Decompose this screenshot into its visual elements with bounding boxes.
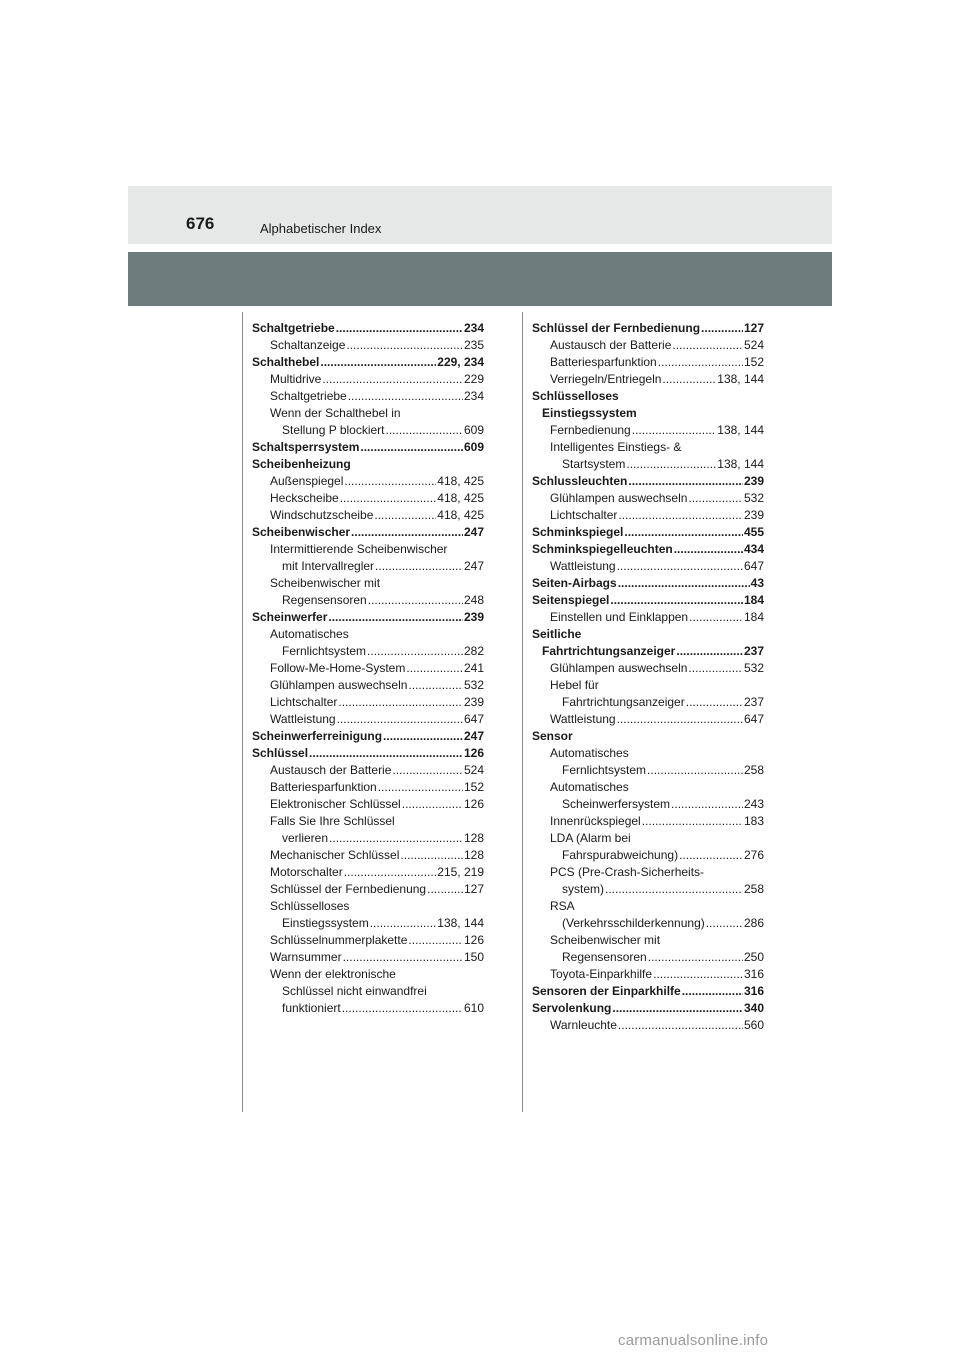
index-entry	[252, 694, 484, 711]
index-entry	[252, 728, 484, 745]
dot-leader	[618, 575, 750, 592]
page-reference: 239	[463, 610, 484, 624]
page-reference: 340	[743, 1001, 764, 1015]
index-entry	[532, 949, 764, 966]
page-reference: 247	[463, 729, 484, 743]
index-entry	[532, 966, 764, 983]
index-entry	[252, 1000, 484, 1017]
index-column-left	[252, 320, 484, 1017]
dot-leader	[348, 388, 463, 405]
dot-leader	[367, 643, 463, 660]
page-reference: 237	[743, 695, 764, 709]
index-term: Scheinwerfersystem	[562, 797, 671, 811]
page-reference: 239	[743, 508, 764, 522]
index-entry: Einstiegssystem	[542, 406, 637, 420]
index-entry	[252, 830, 484, 847]
index-term: Austausch der Batterie	[550, 338, 672, 352]
page-reference: 647	[743, 712, 764, 726]
page-reference: 138, 144	[717, 423, 764, 437]
dot-leader	[408, 677, 463, 694]
index-term: Batteriesparfunktion	[550, 355, 657, 369]
dot-leader	[706, 915, 743, 932]
index-term: Seitenspiegel	[532, 593, 610, 607]
index-column-right	[532, 320, 764, 1034]
page-reference: 126	[463, 797, 484, 811]
dot-leader	[322, 371, 463, 388]
index-term: Einstellen und Einklappen	[550, 610, 689, 624]
index-term: Follow-Me-Home-System	[270, 661, 406, 675]
dot-leader	[351, 524, 463, 541]
index-term: Schaltgetriebe	[270, 389, 347, 403]
index-entry: Sensor	[532, 729, 573, 743]
page-reference: 434	[743, 542, 764, 556]
page-reference: 126	[463, 746, 484, 760]
page-reference: 609	[463, 423, 484, 437]
dot-leader	[605, 881, 743, 898]
dot-leader	[342, 1000, 463, 1017]
index-term: Schlüssel	[252, 746, 309, 760]
page-reference: 234	[463, 389, 484, 403]
index-entry	[532, 354, 764, 371]
index-term: Toyota-Einparkhilfe	[550, 967, 653, 981]
page-reference: 258	[743, 763, 764, 777]
index-entry: RSA	[550, 899, 575, 913]
page-reference: 183	[743, 814, 764, 828]
index-term: Seiten-Airbags	[532, 576, 617, 590]
dot-leader	[689, 609, 743, 626]
page-reference: 243	[743, 797, 764, 811]
index-term: system)	[562, 882, 604, 896]
header-bar	[128, 186, 832, 244]
index-term: Startsystem	[562, 457, 626, 471]
dot-leader	[642, 813, 743, 830]
page-reference: 316	[743, 984, 764, 998]
page-reference: 524	[463, 763, 484, 777]
index-entry	[532, 609, 764, 626]
index-entry	[252, 677, 484, 694]
header-band	[128, 252, 832, 306]
page-reference: 138, 144	[717, 372, 764, 386]
page-reference: 184	[743, 593, 764, 607]
index-entry	[252, 881, 484, 898]
index-term: Elektronischer Schlüssel	[270, 797, 401, 811]
watermark: carmanualsonline.info	[618, 1332, 769, 1349]
page-reference: 647	[463, 712, 484, 726]
page-reference: 282	[463, 644, 484, 658]
page-reference: 248	[463, 593, 484, 607]
index-entry	[532, 643, 764, 660]
index-entry	[532, 796, 764, 813]
dot-leader	[338, 694, 463, 711]
dot-leader	[624, 524, 743, 541]
page-reference: 126	[463, 933, 484, 947]
dot-leader	[679, 847, 743, 864]
dot-leader	[344, 473, 436, 490]
page-reference: 152	[463, 780, 484, 794]
index-term: Innenrückspiegel	[550, 814, 641, 828]
index-entry: Wenn der Schalthebel in	[270, 406, 401, 420]
index-entry: Intelligentes Einstiegs- &	[550, 440, 682, 454]
dot-leader	[337, 711, 463, 728]
page-reference: 138, 144	[717, 457, 764, 471]
dot-leader	[329, 830, 463, 847]
index-entry	[252, 779, 484, 796]
index-term: Wattleistung	[270, 712, 336, 726]
dot-leader	[383, 728, 463, 745]
index-entry: Schlüsselloses	[270, 899, 350, 913]
dot-leader	[406, 660, 463, 677]
dot-leader	[408, 932, 463, 949]
index-term: Fernlichtsystem	[562, 763, 647, 777]
page-reference: 609	[463, 440, 484, 454]
dot-leader	[320, 354, 436, 371]
page-reference: 229	[463, 372, 484, 386]
dot-leader	[340, 490, 437, 507]
dot-leader	[360, 439, 463, 456]
page-number: 676	[186, 214, 215, 233]
index-entry	[252, 660, 484, 677]
page-reference: 43	[750, 576, 764, 590]
page-reference: 138, 144	[437, 916, 484, 930]
index-term: Schlussleuchten	[532, 474, 628, 488]
index-entry	[532, 490, 764, 507]
left-column-rule	[242, 312, 243, 1112]
index-term: (Verkehrsschilderkennung)	[562, 916, 705, 930]
index-term: Glühlampen auswechseln	[550, 661, 688, 675]
index-term: Lichtschalter	[550, 508, 618, 522]
dot-leader	[672, 337, 743, 354]
index-term: Wattleistung	[550, 712, 616, 726]
index-entry: Scheibenwischer mit	[270, 576, 381, 590]
page-reference: 647	[743, 559, 764, 573]
dot-leader	[628, 473, 743, 490]
page-reference: 532	[743, 491, 764, 505]
page-reference: 127	[463, 882, 484, 896]
dot-leader	[400, 847, 463, 864]
index-entry	[532, 473, 764, 490]
page-reference: 418, 425	[437, 508, 484, 522]
dot-leader	[617, 711, 743, 728]
index-entry	[252, 915, 484, 932]
dot-leader	[427, 881, 463, 898]
page-reference: 237	[743, 644, 764, 658]
dot-leader	[374, 507, 436, 524]
index-term: Warnsummer	[270, 950, 342, 964]
index-entry	[532, 694, 764, 711]
page-reference: 215, 219	[437, 865, 484, 879]
index-entry	[532, 592, 764, 609]
index-term: Heckscheibe	[270, 491, 339, 505]
index-entry: LDA (Alarm bei	[550, 831, 631, 845]
index-entry	[252, 422, 484, 439]
index-entry	[252, 949, 484, 966]
dot-leader	[370, 915, 437, 932]
index-entry	[252, 762, 484, 779]
index-entry	[252, 337, 484, 354]
index-term: Außenspiegel	[270, 474, 344, 488]
page-reference: 247	[463, 559, 484, 573]
page-reference: 418, 425	[437, 491, 484, 505]
dot-leader	[658, 354, 743, 371]
index-entry	[532, 762, 764, 779]
dot-leader	[618, 507, 743, 524]
index-entry: PCS (Pre-Crash-Sicherheits-	[550, 865, 705, 879]
dot-leader	[378, 779, 463, 796]
page-reference: 241	[463, 661, 484, 675]
index-term: Scheinwerferreinigung	[252, 729, 383, 743]
page-reference: 532	[743, 661, 764, 675]
page-reference: 234	[463, 321, 484, 335]
page-reference: 128	[463, 831, 484, 845]
index-term: mit Intervallregler	[282, 559, 375, 573]
index-entry: Automatisches	[550, 746, 629, 760]
index-entry: Seitliche	[532, 627, 582, 641]
dot-leader	[676, 643, 743, 660]
index-term: Schaltsperrsystem	[252, 440, 360, 454]
dot-leader	[618, 1017, 743, 1034]
index-term: Stellung P blockiert	[282, 423, 385, 437]
index-term: Schminkspiegel	[532, 525, 624, 539]
index-term: Lichtschalter	[270, 695, 338, 709]
dot-leader	[671, 796, 743, 813]
page-reference: 128	[463, 848, 484, 862]
dot-leader	[688, 660, 743, 677]
index-term: Regensensoren	[562, 950, 647, 964]
dot-leader	[610, 592, 743, 609]
page-reference: 258	[743, 882, 764, 896]
index-term: verlieren	[282, 831, 329, 845]
page-reference: 418, 425	[437, 474, 484, 488]
index-entry	[252, 371, 484, 388]
index-entry: Intermittierende Scheibenwischer	[270, 542, 448, 556]
index-entry: Scheibenheizung	[252, 457, 351, 471]
index-entry	[252, 609, 484, 626]
page-reference: 239	[463, 695, 484, 709]
index-entry: Wenn der elektronische	[270, 967, 396, 981]
page-reference: 247	[463, 525, 484, 539]
index-term: Schminkspiegelleuchten	[532, 542, 673, 556]
index-entry	[532, 881, 764, 898]
index-term: Motorschalter	[270, 865, 343, 879]
dot-leader	[344, 864, 437, 881]
page-reference: 184	[743, 610, 764, 624]
dot-leader	[612, 1000, 743, 1017]
dot-leader	[686, 694, 743, 711]
index-entry	[532, 422, 764, 439]
index-entry	[532, 711, 764, 728]
page-reference: 532	[463, 678, 484, 692]
index-term: Scheibenwischer	[252, 525, 351, 539]
index-term: Verriegeln/Entriegeln	[550, 372, 662, 386]
dot-leader	[632, 422, 717, 439]
dot-leader	[336, 320, 463, 337]
index-entry	[252, 864, 484, 881]
dot-leader	[648, 949, 743, 966]
index-term: Mechanischer Schlüssel	[270, 848, 400, 862]
dot-leader	[662, 371, 716, 388]
index-entry	[252, 524, 484, 541]
dot-leader	[674, 541, 743, 558]
page-reference: 455	[743, 525, 764, 539]
page-reference: 150	[463, 950, 484, 964]
index-entry	[252, 558, 484, 575]
index-term: Warnleuchte	[550, 1018, 617, 1032]
index-term: Fahrspurabweichung)	[562, 848, 679, 862]
dot-leader	[688, 490, 743, 507]
index-term: funktioniert	[282, 1001, 341, 1015]
page-reference: 524	[743, 338, 764, 352]
index-entry	[532, 456, 764, 473]
index-entry: Falls Sie Ihre Schlüssel	[270, 814, 395, 828]
index-entry	[252, 473, 484, 490]
index-term: Schlüssel der Fernbedienung	[532, 321, 701, 335]
index-term: Einstiegssystem	[282, 916, 369, 930]
index-entry	[252, 388, 484, 405]
page-reference: 239	[743, 474, 764, 488]
dot-leader	[309, 745, 463, 762]
index-term: Schaltgetriebe	[252, 321, 335, 335]
index-entry	[252, 320, 484, 337]
index-term: Servolenkung	[532, 1001, 612, 1015]
index-entry	[252, 847, 484, 864]
index-term: Glühlampen auswechseln	[270, 678, 408, 692]
dot-leader	[682, 983, 743, 1000]
index-entry	[252, 354, 484, 371]
index-entry: Scheibenwischer mit	[550, 933, 661, 947]
index-term: Fernbedienung	[550, 423, 631, 437]
index-term: Sensoren der Einparkhilfe	[532, 984, 681, 998]
index-entry	[252, 490, 484, 507]
index-entry	[252, 711, 484, 728]
index-entry	[532, 813, 764, 830]
dot-leader	[626, 456, 716, 473]
index-term: Austausch der Batterie	[270, 763, 392, 777]
index-entry	[252, 507, 484, 524]
index-entry	[252, 932, 484, 949]
index-entry	[532, 371, 764, 388]
index-term: Fahrtrichtungsanzeiger	[542, 644, 676, 658]
index-entry	[532, 541, 764, 558]
dot-leader	[328, 609, 463, 626]
index-term: Schlüssel der Fernbedienung	[270, 882, 427, 896]
dot-leader	[701, 320, 743, 337]
dot-leader	[386, 422, 463, 439]
page-reference: 127	[743, 321, 764, 335]
index-entry	[252, 592, 484, 609]
index-term: Fahrtrichtungsanzeiger	[562, 695, 685, 709]
index-entry	[532, 660, 764, 677]
index-entry	[252, 643, 484, 660]
index-term: Wattleistung	[550, 559, 616, 573]
index-term: Batteriesparfunktion	[270, 780, 377, 794]
index-entry	[532, 915, 764, 932]
index-term: Windschutzscheibe	[270, 508, 374, 522]
dot-leader	[346, 337, 463, 354]
index-term: Multidrive	[270, 372, 322, 386]
index-entry	[532, 575, 764, 592]
dot-leader	[647, 762, 743, 779]
dot-leader	[617, 558, 743, 575]
index-entry	[532, 320, 764, 337]
index-entry	[532, 983, 764, 1000]
index-term: Schalthebel	[252, 355, 320, 369]
dot-leader	[368, 592, 463, 609]
index-term: Scheinwerfer	[252, 610, 328, 624]
page-reference: 229, 234	[437, 355, 484, 369]
page-reference: 316	[743, 967, 764, 981]
index-entry: Automatisches	[550, 780, 629, 794]
page-reference: 610	[463, 1001, 484, 1015]
index-term: Fernlichtsystem	[282, 644, 367, 658]
index-entry: Automatisches	[270, 627, 349, 641]
dot-leader	[402, 796, 463, 813]
index-entry	[532, 847, 764, 864]
index-entry: Schlüssel nicht einwandfrei	[282, 984, 427, 998]
dot-leader	[392, 762, 463, 779]
index-term: Regensensoren	[282, 593, 367, 607]
index-entry	[252, 745, 484, 762]
index-entry: Hebel für	[550, 678, 599, 692]
index-entry	[532, 558, 764, 575]
index-entry	[532, 1000, 764, 1017]
index-term: Schlüsselnummerplakette	[270, 933, 408, 947]
index-entry	[532, 1017, 764, 1034]
index-entry	[532, 507, 764, 524]
page-reference: 286	[743, 916, 764, 930]
page-reference: 276	[743, 848, 764, 862]
index-entry: Schlüsselloses	[532, 389, 619, 403]
index-term: Schaltanzeige	[270, 338, 346, 352]
dot-leader	[653, 966, 743, 983]
page-reference: 152	[743, 355, 764, 369]
dot-leader	[343, 949, 463, 966]
dot-leader	[375, 558, 463, 575]
page-reference: 250	[743, 950, 764, 964]
index-entry	[532, 337, 764, 354]
center-column-rule	[522, 312, 523, 1112]
index-entry	[252, 439, 484, 456]
section-title: Alphabetischer Index	[260, 221, 382, 236]
index-entry	[252, 796, 484, 813]
index-entry	[532, 524, 764, 541]
page-reference: 235	[463, 338, 484, 352]
page-reference: 560	[743, 1018, 764, 1032]
index-term: Glühlampen auswechseln	[550, 491, 688, 505]
